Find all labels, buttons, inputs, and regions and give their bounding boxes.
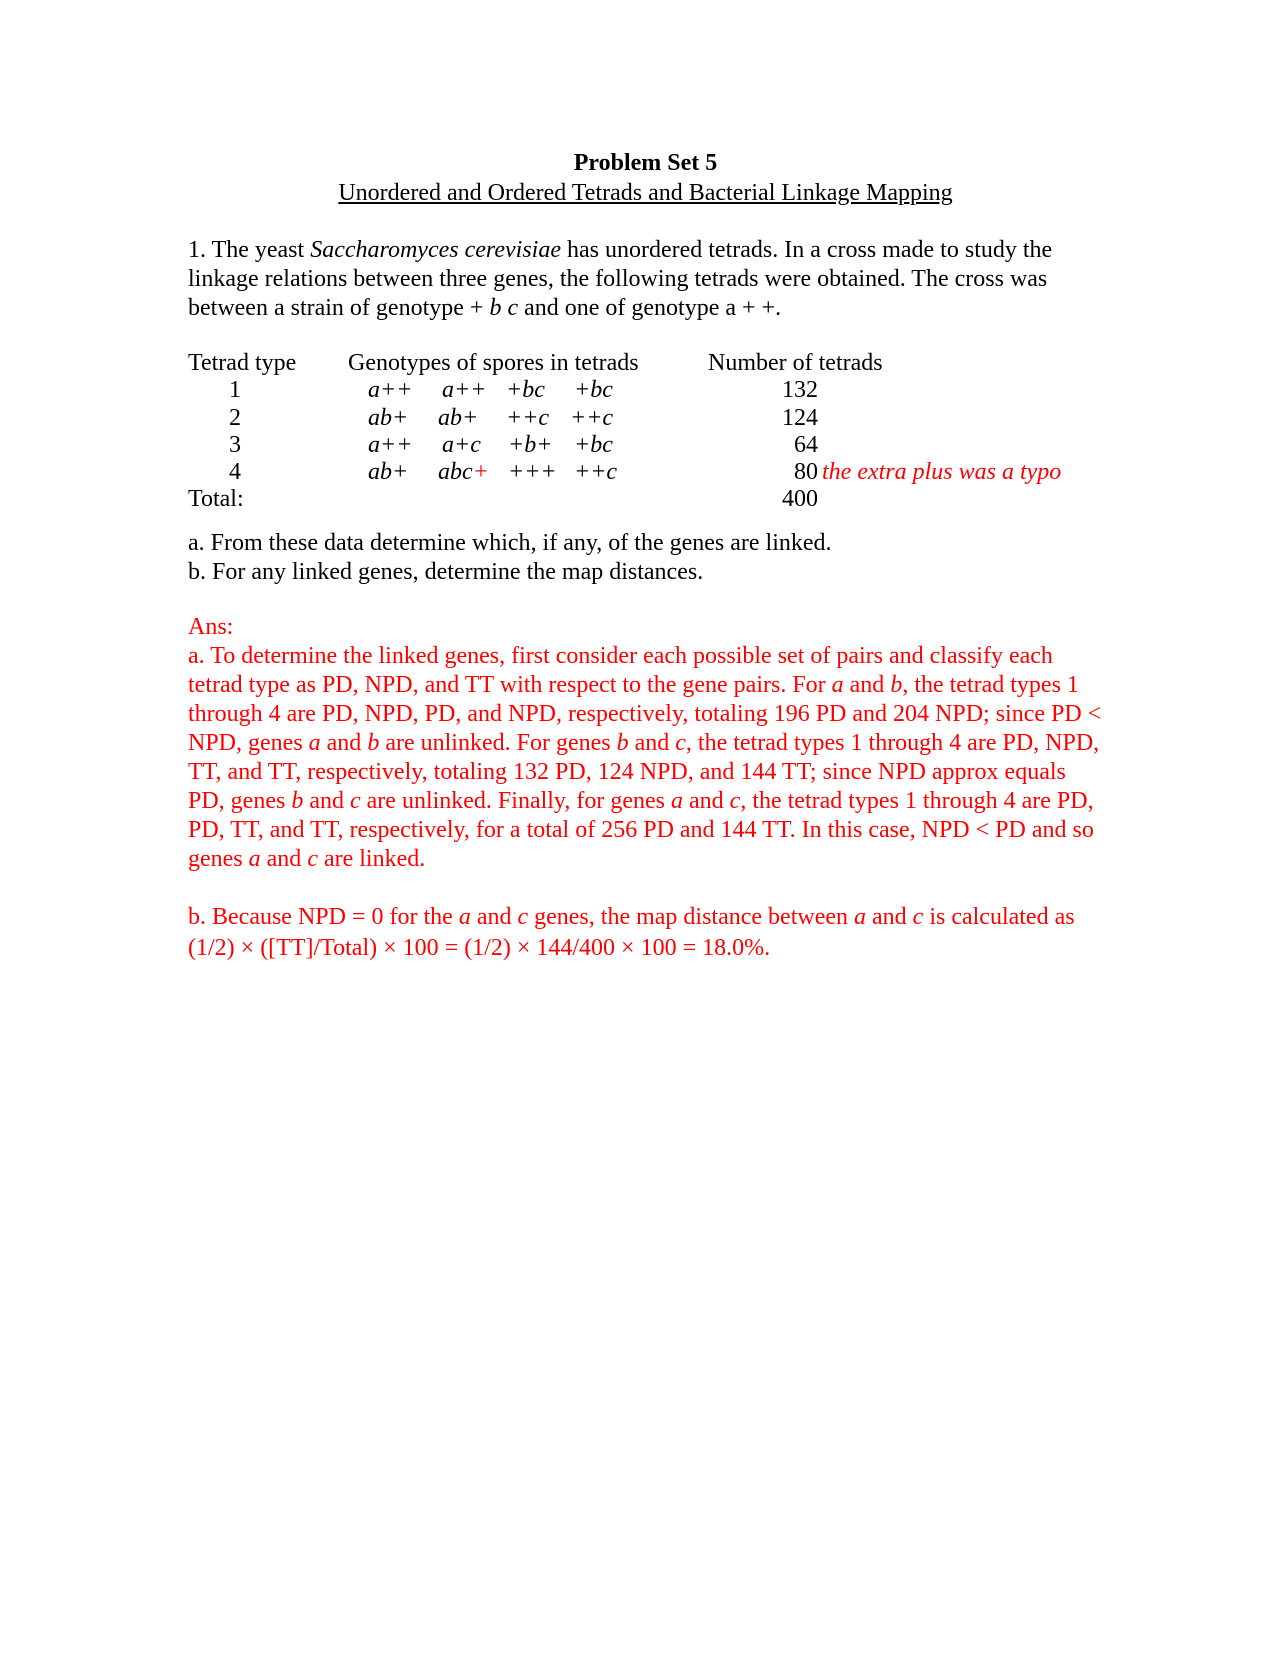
gene-a: a bbox=[248, 846, 261, 872]
table-row bbox=[188, 431, 1103, 460]
species-name: Saccharomyces cerevisiae bbox=[310, 237, 561, 263]
answer-text: , the tetrad types 1 through 4 are PD, PD, TT, and TT, respectively, for a total of 256 PD and 144 TT. In this case, NPD < PD and so genes bbox=[188, 788, 1094, 872]
table-row bbox=[188, 376, 1103, 405]
row-type: 3 bbox=[229, 432, 241, 458]
typo-note: the extra plus was a typo bbox=[822, 459, 1062, 485]
spore-text: abc bbox=[438, 459, 473, 485]
gene-c: c bbox=[517, 904, 529, 930]
gene-b: b bbox=[890, 672, 903, 698]
header-tetrad-type: Tetrad type bbox=[188, 350, 297, 376]
question-1 bbox=[188, 236, 1103, 323]
spore: ab+ bbox=[368, 405, 409, 431]
answer-label: Ans: bbox=[188, 614, 234, 640]
answer-text: , the tetrad types 1 through 4 are PD, NPD, PD, and NPD, respectively, totaling 196 PD and 204 NPD; since PD < NPD, genes bbox=[188, 672, 1102, 756]
table-total-row bbox=[188, 485, 1103, 514]
spore: +bc bbox=[574, 432, 613, 458]
answer-text: and bbox=[260, 846, 308, 872]
gene-a: a bbox=[308, 730, 321, 756]
question-text: and one of genotype a + +. bbox=[518, 295, 782, 321]
answer-a-text bbox=[188, 642, 1103, 874]
spore: a+c bbox=[442, 432, 481, 458]
gene-a: a bbox=[458, 904, 471, 930]
tetrad-count: 132 bbox=[782, 377, 818, 403]
spore: a++ bbox=[442, 377, 487, 403]
spore: ++c bbox=[570, 405, 614, 431]
answer-text: and bbox=[683, 788, 730, 814]
page-title: Problem Set 5 bbox=[573, 150, 718, 176]
gene-c: c bbox=[349, 788, 361, 814]
spore: a++ bbox=[368, 377, 413, 403]
tetrad-count: 80 bbox=[794, 459, 818, 485]
total-count: 400 bbox=[782, 486, 818, 512]
subquestions bbox=[188, 529, 1103, 587]
gene-a: a bbox=[831, 672, 844, 698]
subquestion-b: b. For any linked genes, determine the map distances. bbox=[188, 559, 704, 585]
gene-c: c bbox=[307, 846, 318, 872]
header-genotypes: Genotypes of spores in tetrads bbox=[348, 350, 639, 376]
answer-text: is calculated as (1/2) × ([TT]/Total) × 100 = (1/2) × 144/400 × 100 = 18.0%. bbox=[188, 904, 1075, 961]
answer-text: and bbox=[303, 788, 350, 814]
header-number: Number of tetrads bbox=[708, 350, 883, 376]
gene-c: c bbox=[729, 788, 741, 814]
gene-a: a bbox=[671, 788, 683, 814]
answer-text: are unlinked. Finally, for genes bbox=[360, 788, 671, 814]
question-text: 1. The yeast bbox=[188, 237, 311, 263]
genotype: b c bbox=[489, 295, 519, 321]
answer-text: are linked. bbox=[317, 846, 426, 872]
spore: ab+ bbox=[438, 405, 479, 431]
table-header bbox=[188, 349, 1103, 378]
subquestion-a: a. From these data determine which, if any, of the genes are linked. bbox=[188, 530, 832, 556]
spore bbox=[438, 458, 489, 487]
answer-text: b. Because NPD = 0 for the bbox=[188, 904, 459, 930]
answer-text: and bbox=[470, 904, 518, 930]
answer-text: and bbox=[843, 672, 891, 698]
spore: ++c bbox=[574, 459, 618, 485]
table-row bbox=[188, 458, 1103, 487]
tetrad-count: 124 bbox=[782, 405, 818, 431]
gene-b: b bbox=[367, 730, 380, 756]
answer-text: genes, the map distance between bbox=[528, 904, 854, 930]
answer-text: are unlinked. For genes bbox=[379, 730, 617, 756]
gene-b: b bbox=[291, 788, 304, 814]
answer-text: a. To determine the linked genes, first consider each possible set of pairs and classify each tetrad type as PD, NPD, and TT with respect to the gene pairs. For bbox=[188, 643, 1053, 698]
answer-b bbox=[188, 902, 1103, 964]
answer-text: and bbox=[628, 730, 676, 756]
row-type: 1 bbox=[229, 377, 241, 403]
table-row bbox=[188, 404, 1103, 433]
answer-a bbox=[188, 613, 1103, 874]
gene-a: a bbox=[854, 904, 866, 930]
question-text: has unordered tetrads. In a cross made to study the linkage relations between three genes, the following tetrads were obtained. The cross was between a strain of genotype + bbox=[188, 237, 1053, 321]
tetrad-count: 64 bbox=[794, 432, 818, 458]
gene-c: c bbox=[675, 730, 686, 756]
row-type: 2 bbox=[229, 405, 241, 431]
page-subtitle: Unordered and Ordered Tetrads and Bacterial Linkage Mapping bbox=[338, 180, 953, 206]
tetrad-table bbox=[188, 349, 1103, 519]
total-label: Total: bbox=[188, 486, 244, 512]
spore: a++ bbox=[368, 432, 413, 458]
answer-text: , the tetrad types 1 through 4 are PD, NPD, TT, and TT, respectively, totaling 132 PD, 124 NPD, and 144 TT; since NPD approx equals PD, genes bbox=[188, 730, 1100, 814]
spore: +bc bbox=[574, 377, 613, 403]
spore: +++ bbox=[508, 459, 557, 485]
answer-text: and bbox=[866, 904, 913, 930]
spore: ab+ bbox=[368, 459, 409, 485]
typo-plus: + bbox=[472, 459, 489, 485]
answer-text: and bbox=[320, 730, 368, 756]
document-page bbox=[188, 148, 1103, 964]
gene-c: c bbox=[912, 904, 924, 930]
gene-b: b bbox=[616, 730, 629, 756]
spore: ++c bbox=[506, 405, 550, 431]
row-type: 4 bbox=[229, 459, 241, 485]
spore: +b+ bbox=[508, 432, 553, 458]
spore: +bc bbox=[506, 377, 545, 403]
